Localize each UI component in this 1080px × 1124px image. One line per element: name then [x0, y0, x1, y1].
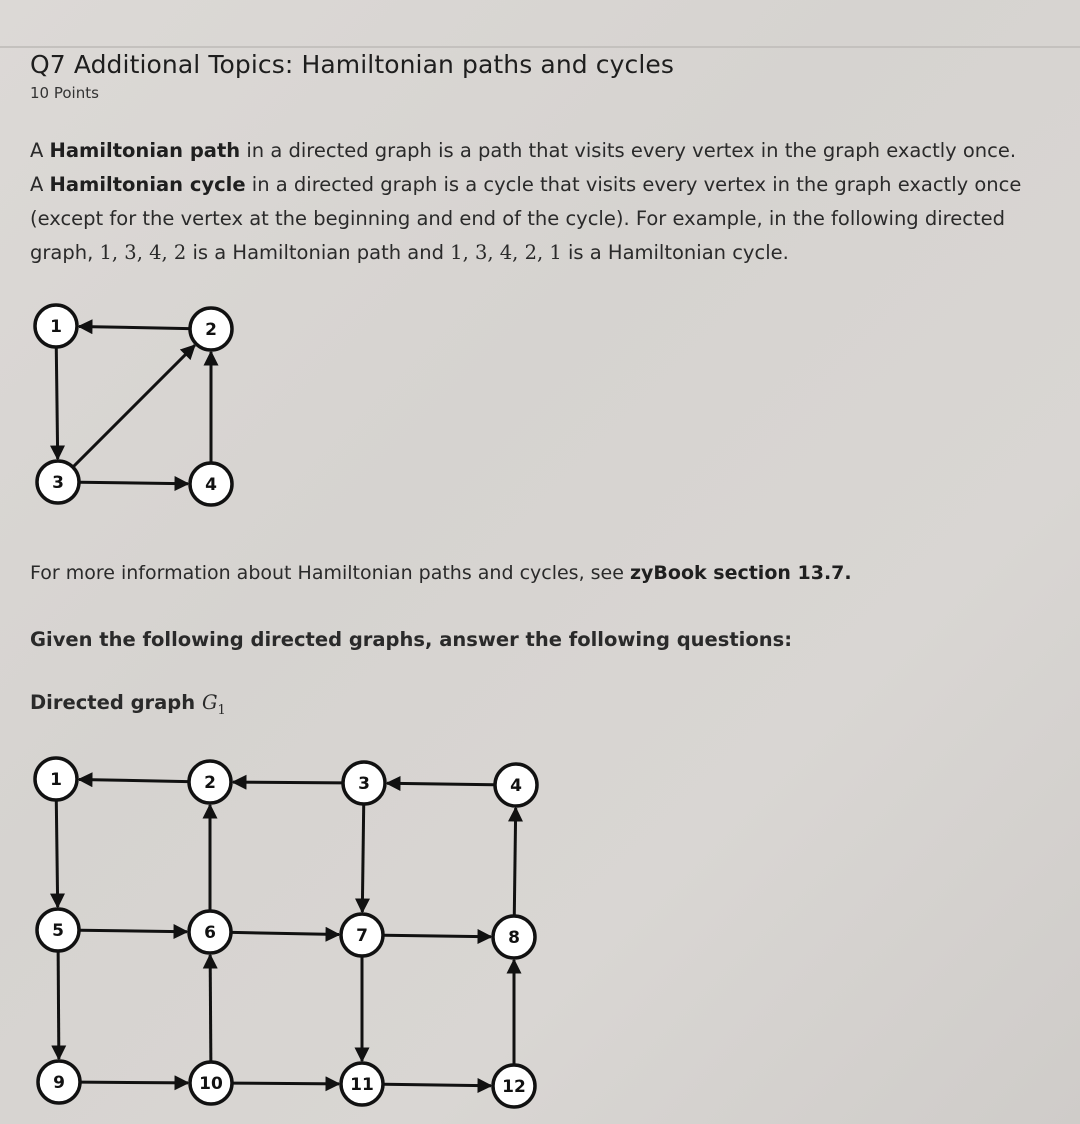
- g1-node-6: [189, 911, 231, 953]
- g1-edge-10-to-6: [210, 955, 211, 1061]
- g1-edge-7-to-8: [384, 935, 491, 936]
- g1-node-7: [341, 914, 383, 956]
- text-fragment: For more information about Hamiltonian paths and cycles, see: [30, 562, 630, 584]
- g1-edge-6-to-7: [232, 932, 339, 934]
- g1-edge-9-to-10: [81, 1082, 188, 1083]
- term-hamiltonian-cycle: Hamiltonian cycle: [49, 173, 246, 196]
- g1-node-11: [341, 1063, 383, 1105]
- example-path: 1, 3, 4, 2: [99, 241, 187, 264]
- g1-node-label: 8: [508, 928, 520, 948]
- g1-node-5: [37, 909, 79, 951]
- example-node-3: [37, 461, 79, 503]
- graph-name-letter: G: [201, 691, 218, 714]
- question-title: Q7 Additional Topics: Hamiltonian paths and cycles: [30, 50, 675, 79]
- g1-node-8: [493, 916, 535, 958]
- graph-name-subscript: 1: [217, 702, 226, 718]
- g1-edge-10-to-11: [233, 1083, 339, 1084]
- g1-node-label: 7: [356, 926, 368, 946]
- g1-node-label: 2: [204, 773, 216, 793]
- g1-edge-5-to-9: [58, 952, 59, 1059]
- definition-line-3: (except for the vertex at the beginning and end of the cycle). For example, in the following directed: [30, 207, 1006, 230]
- g1-node-1: [35, 758, 77, 800]
- g1-node-10: [190, 1062, 232, 1104]
- g1-edge-4-to-3: [387, 783, 494, 784]
- zybook-link[interactable]: zyBook section 13.7.: [629, 562, 852, 584]
- more-info-text: [30, 562, 852, 584]
- example-cycle: 1, 3, 4, 2, 1: [450, 241, 562, 264]
- text-fragment: A: [30, 139, 50, 162]
- instruction-text: Given the following directed graphs, answer the following questions:: [30, 628, 793, 651]
- example-node-1: [35, 305, 77, 347]
- g1-node-2: [189, 761, 231, 803]
- g1-node-label: 5: [52, 921, 64, 941]
- g1-node-label: 6: [204, 923, 216, 943]
- g1-node-3: [343, 762, 385, 804]
- example-edge-2-to-1: [79, 326, 189, 328]
- g1-node-9: [38, 1061, 80, 1103]
- question-points: 10 Points: [30, 84, 99, 102]
- g1-node-12: [493, 1065, 535, 1107]
- example-edge-3-to-4: [80, 482, 188, 483]
- example-edge-1-to-3: [56, 348, 57, 459]
- g1-node-label: 3: [358, 774, 370, 794]
- example-node-4: [190, 463, 232, 505]
- g1-edge-3-to-7: [362, 805, 363, 912]
- graph-g1-label: [30, 691, 226, 718]
- g1-edge-5-to-6: [80, 930, 187, 931]
- g1-edge-2-to-1: [79, 779, 188, 781]
- text-fragment: is a Hamiltonian cycle.: [561, 241, 789, 264]
- g1-edge-3-to-2: [233, 782, 342, 783]
- term-hamiltonian-path: Hamiltonian path: [49, 139, 241, 162]
- g1-edge-8-to-4: [514, 808, 515, 915]
- g1-edge-1-to-5: [56, 801, 57, 907]
- example-node-label: 1: [50, 317, 62, 337]
- g1-edge-11-to-12: [384, 1084, 491, 1085]
- g1-node-label: 9: [53, 1073, 65, 1093]
- g1-node-4: [495, 764, 537, 806]
- g1-node-label: 12: [502, 1077, 526, 1097]
- text-fragment: is a Hamiltonian path and: [186, 241, 451, 264]
- example-node-label: 3: [52, 473, 64, 493]
- text-fragment: in a directed graph is a cycle that visits every vertex in the graph exactly once: [245, 173, 1022, 196]
- text-fragment: A: [30, 173, 50, 196]
- text-fragment: in a directed graph is a path that visits every vertex in the graph exactly once.: [240, 139, 1017, 162]
- g1-node-label: 4: [510, 776, 522, 796]
- text-fragment: graph,: [30, 241, 100, 264]
- g1-node-label: 11: [350, 1075, 374, 1095]
- example-edge-3-to-2: [74, 345, 195, 466]
- text-fragment: Directed graph: [30, 691, 202, 714]
- g1-node-label: 1: [50, 770, 62, 790]
- example-node-label: 4: [205, 475, 217, 495]
- graph-name: [201, 691, 226, 718]
- example-node-2: [190, 308, 232, 350]
- example-node-label: 2: [205, 320, 217, 340]
- g1-node-label: 10: [199, 1074, 223, 1094]
